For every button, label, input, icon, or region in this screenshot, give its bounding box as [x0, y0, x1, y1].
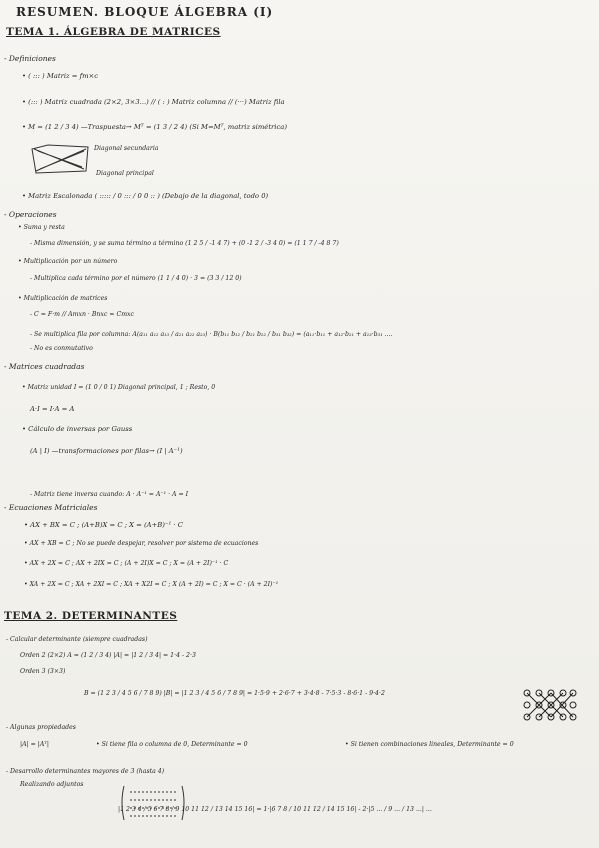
ecuaciones-label: - Ecuaciones Matriciales: [4, 503, 98, 512]
desarrollo-label: - Desarrollo determinantes mayores de 3 (hasta 4): [6, 768, 165, 775]
page-title: RESUMEN. BLOQUE ÁLGEBRA (I): [16, 5, 274, 19]
adjuntos-sketch: [118, 782, 188, 824]
cuad-item-3: • Cálculo de inversas por Gauss: [22, 425, 132, 433]
op-item-8: - No es conmutativo: [30, 345, 93, 352]
cuad-item-5: - Matriz tiene inversa cuando: A · A⁻¹ = A⁻¹ · A = I: [30, 491, 189, 498]
op-item-1: • Suma y resta: [18, 224, 65, 231]
ec-item-2: • AX + XB = C ; No se puede despejar, resolver por sistema de ecuaciones: [24, 540, 258, 547]
cuad-item-4: (A | I) —transformaciones por filas→ (I | A⁻¹): [30, 447, 183, 455]
def-item-2: • (::: ) Matriz cuadrada (2×2, 3×3...) // ( : ) Matriz columna // (···) Matriz fila: [22, 98, 285, 106]
def-item-3: • M = (1 2 / 3 4) —Traspuesta→ Mᵀ = (1 3 / 2 4) (Si M=Mᵀ, matriz simétrica): [22, 123, 287, 131]
sarrus-rule-sketch: [519, 685, 579, 725]
def-item-5: Diagonal principal: [96, 170, 154, 177]
def-item-4: Diagonal secundaria: [94, 145, 159, 152]
prop-item-2: • Si tiene fila o columna de 0, Determinante = 0: [96, 741, 248, 748]
ec-item-4: • XA + 2X = C ; XA + 2XI = C ; XA + X2I = C ; X (A + 2I) = C ; X = C · (A + 2I)⁻¹: [24, 581, 278, 588]
cuadradas-label: - Matrices cuadradas: [4, 362, 85, 371]
prop-item-3: • Si tienen combinaciones lineales, Determinante = 0: [345, 741, 514, 748]
prop-item-1: |A| = |Aᵀ|: [20, 741, 49, 748]
calc-item-3: B = (1 2 3 / 4 5 6 / 7 8 9) |B| = |1 2 3 / 4 5 6 / 7 8 9| = 1·5·9 + 2·6·7 + 3·4·8 - 7·5·3 - 8·6·1 - 9·4·2: [84, 690, 385, 697]
op-item-6: - C = F·m // Amxn · Bnxc = Cmxc: [30, 311, 135, 318]
cuad-item-2: A·I = I·A = A: [30, 405, 75, 413]
op-item-2: - Misma dimensión, y se suma término a término (1 2 5 / -1 4 7) + (0 -1 2 / -3 4 0) = (1 1 7 / -4 8 7): [30, 240, 339, 247]
op-item-3: • Multiplicación por un número: [18, 258, 117, 265]
def-item-1: • ( ::: ) Matriz = fm×c: [22, 72, 98, 80]
des-item-2: |1 2 3 4 / 5 6 7 8 / 9 10 11 12 / 13 14 15 16| = 1·|6 7 8 / 10 11 12 / 14 15 16| - 2·|5 ... / 9 ... / 13 ...| ...: [118, 806, 432, 813]
propiedades-label: - Algunas propiedades: [6, 724, 76, 731]
ec-item-3: • AX + 2X = C ; AX + 2IX = C ; (A + 2I)X = C ; X = (A + 2I)⁻¹ · C: [24, 560, 228, 567]
op-item-4: - Multiplica cada término por el número (1 1 / 4 0) · 3 = (3 3 / 12 0): [30, 275, 242, 282]
ec-item-1: • AX + BX = C ; (A+B)X = C ; X = (A+B)⁻¹ · C: [24, 521, 183, 529]
cuad-item-1: • Matriz unidad I = (1 0 / 0 1) Diagonal principal, 1 ; Resto, 0: [22, 384, 215, 391]
des-item-1: Realizando adjuntos: [20, 781, 84, 788]
op-item-5: • Multiplicación de matrices: [18, 295, 107, 302]
calc-item-2: Orden 3 (3×3): [20, 668, 66, 675]
op-item-7: - Se multiplica fila por columna: A(a₁₁ a₁₂ a₁₃ / a₂₁ a₂₂ a₂₃) · B(b₁₁ b₁₂ / b₂₁ b₂₂ / b₃₁ b₃₂) = (a₁₁·b₁₁ + a₁₂·b₂₁ + a₁₃·b₃₁ ....: [30, 331, 393, 338]
calcular-label: - Calcular determinante (siempre cuadradas): [6, 636, 148, 643]
operaciones-label: - Operaciones: [4, 210, 57, 219]
diagonal-sketch: [28, 143, 92, 175]
def-item-6: • Matriz Escalonada ( ::::: / 0 ::: / 0 0 :: ) (Debajo de la diagonal, todo 0): [22, 192, 268, 200]
tema2-heading: TEMA 2. DETERMINANTES: [4, 610, 178, 622]
calc-item-1: Orden 2 (2×2) A = (1 2 / 3 4) |A| = |1 2 / 3 4| = 1·4 - 2·3: [20, 652, 196, 659]
definiciones-label: - Definiciones: [4, 54, 56, 63]
tema1-heading: TEMA 1. ÁLGEBRA DE MATRICES: [6, 26, 221, 38]
